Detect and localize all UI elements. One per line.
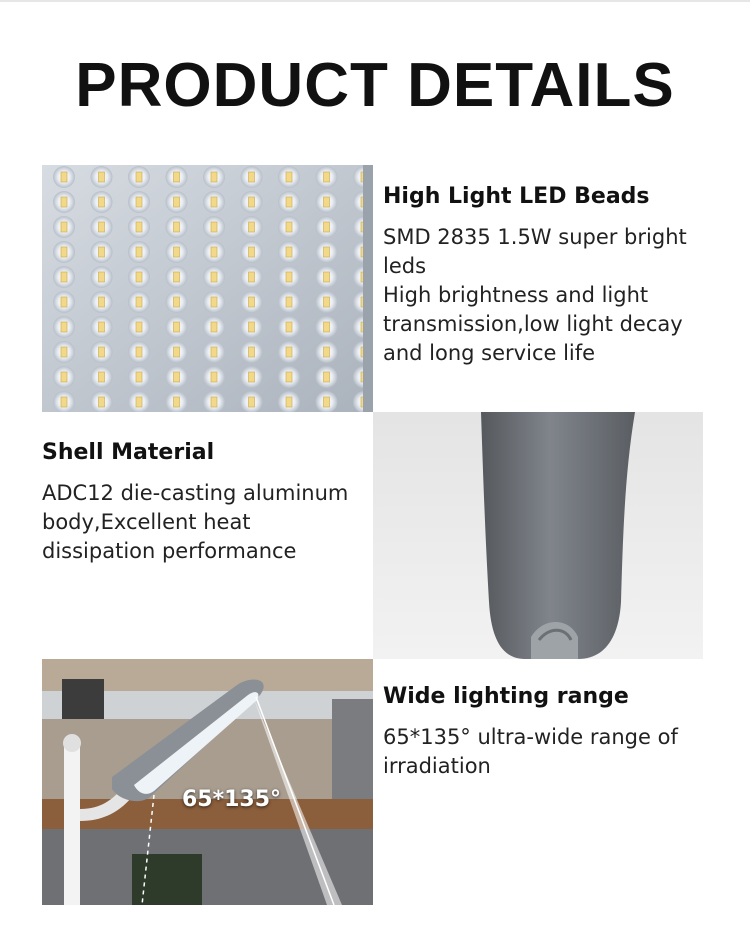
led-chip — [324, 347, 330, 357]
led-beads-image — [42, 165, 373, 412]
led-chip — [174, 222, 180, 232]
led-chip — [174, 297, 180, 307]
led-chip — [249, 197, 255, 207]
led-chip — [324, 272, 330, 282]
led-chip — [211, 347, 217, 357]
led-chip — [99, 222, 105, 232]
led-chip — [211, 272, 217, 282]
led-chip — [286, 172, 292, 182]
led-chip — [61, 297, 67, 307]
led-chip — [211, 172, 217, 182]
led-chip — [136, 397, 142, 407]
led-chip — [99, 347, 105, 357]
section-shell-heading: Shell Material — [42, 440, 215, 465]
led-chip — [211, 322, 217, 332]
led-chip — [286, 372, 292, 382]
led-chip — [99, 197, 105, 207]
led-chip — [249, 272, 255, 282]
section-shell-description: ADC12 die-casting aluminum body,Excellent heat dissipation performance — [42, 481, 349, 563]
led-chip — [211, 222, 217, 232]
led-chip — [174, 172, 180, 182]
shell-image — [373, 412, 703, 659]
led-chip — [324, 297, 330, 307]
led-chip — [174, 247, 180, 257]
led-chip — [211, 197, 217, 207]
led-chip — [249, 222, 255, 232]
led-chip — [211, 297, 217, 307]
led-chip — [61, 172, 67, 182]
street-light-image — [42, 659, 373, 905]
led-chip — [324, 172, 330, 182]
led-chip — [99, 172, 105, 182]
led-chip — [61, 322, 67, 332]
led-chip — [249, 297, 255, 307]
led-chip — [136, 272, 142, 282]
top-divider — [0, 0, 750, 2]
led-chip — [136, 197, 142, 207]
led-chip — [286, 322, 292, 332]
led-grid-graphic — [42, 165, 373, 412]
led-chip — [174, 197, 180, 207]
section-range-text — [383, 684, 723, 781]
angle-overlay-label: 65*135° — [182, 787, 282, 812]
led-chip — [174, 347, 180, 357]
page-title: PRODUCT DETAILS — [75, 51, 675, 120]
section-led-description: SMD 2835 1.5W super bright leds High brightness and light transmission,low light decay and long service life — [383, 225, 687, 365]
led-chip — [61, 372, 67, 382]
led-chip — [174, 272, 180, 282]
led-chip — [99, 247, 105, 257]
led-chip — [136, 297, 142, 307]
led-chip — [211, 372, 217, 382]
led-chip — [211, 397, 217, 407]
led-chip — [324, 197, 330, 207]
led-chip — [286, 197, 292, 207]
led-chip — [324, 322, 330, 332]
led-chip — [61, 397, 67, 407]
led-chip — [99, 322, 105, 332]
led-chip — [174, 397, 180, 407]
led-chip — [286, 222, 292, 232]
led-chip — [61, 347, 67, 357]
section-range-description: 65*135° ultra-wide range of irradiation — [383, 725, 678, 778]
led-chip — [61, 272, 67, 282]
led-chip — [61, 197, 67, 207]
led-chip — [249, 397, 255, 407]
led-chip — [99, 372, 105, 382]
street-light-graphic — [42, 659, 373, 905]
led-chip — [211, 247, 217, 257]
led-chip — [324, 247, 330, 257]
led-chip — [61, 222, 67, 232]
led-chip — [249, 172, 255, 182]
section-shell-text — [42, 440, 367, 566]
led-chip — [286, 297, 292, 307]
led-chip — [324, 372, 330, 382]
section-led-heading: High Light LED Beads — [383, 184, 650, 209]
led-chip — [136, 172, 142, 182]
led-chip — [136, 347, 142, 357]
led-chip — [249, 372, 255, 382]
led-chip — [136, 222, 142, 232]
led-chip — [286, 347, 292, 357]
led-chip — [136, 372, 142, 382]
section-range-heading: Wide lighting range — [383, 684, 629, 709]
led-chip — [324, 397, 330, 407]
led-chip — [136, 322, 142, 332]
led-chip — [286, 397, 292, 407]
led-chip — [249, 247, 255, 257]
aluminum-shell-graphic — [373, 412, 703, 659]
led-chip — [99, 297, 105, 307]
led-chip — [286, 272, 292, 282]
led-chip — [286, 247, 292, 257]
section-led-text — [383, 184, 723, 368]
led-chip — [174, 322, 180, 332]
led-chip — [324, 222, 330, 232]
led-chip — [61, 247, 67, 257]
led-chip — [249, 347, 255, 357]
led-chip — [99, 272, 105, 282]
led-chip — [249, 322, 255, 332]
led-chip — [136, 247, 142, 257]
led-chip — [99, 397, 105, 407]
led-chip — [174, 372, 180, 382]
